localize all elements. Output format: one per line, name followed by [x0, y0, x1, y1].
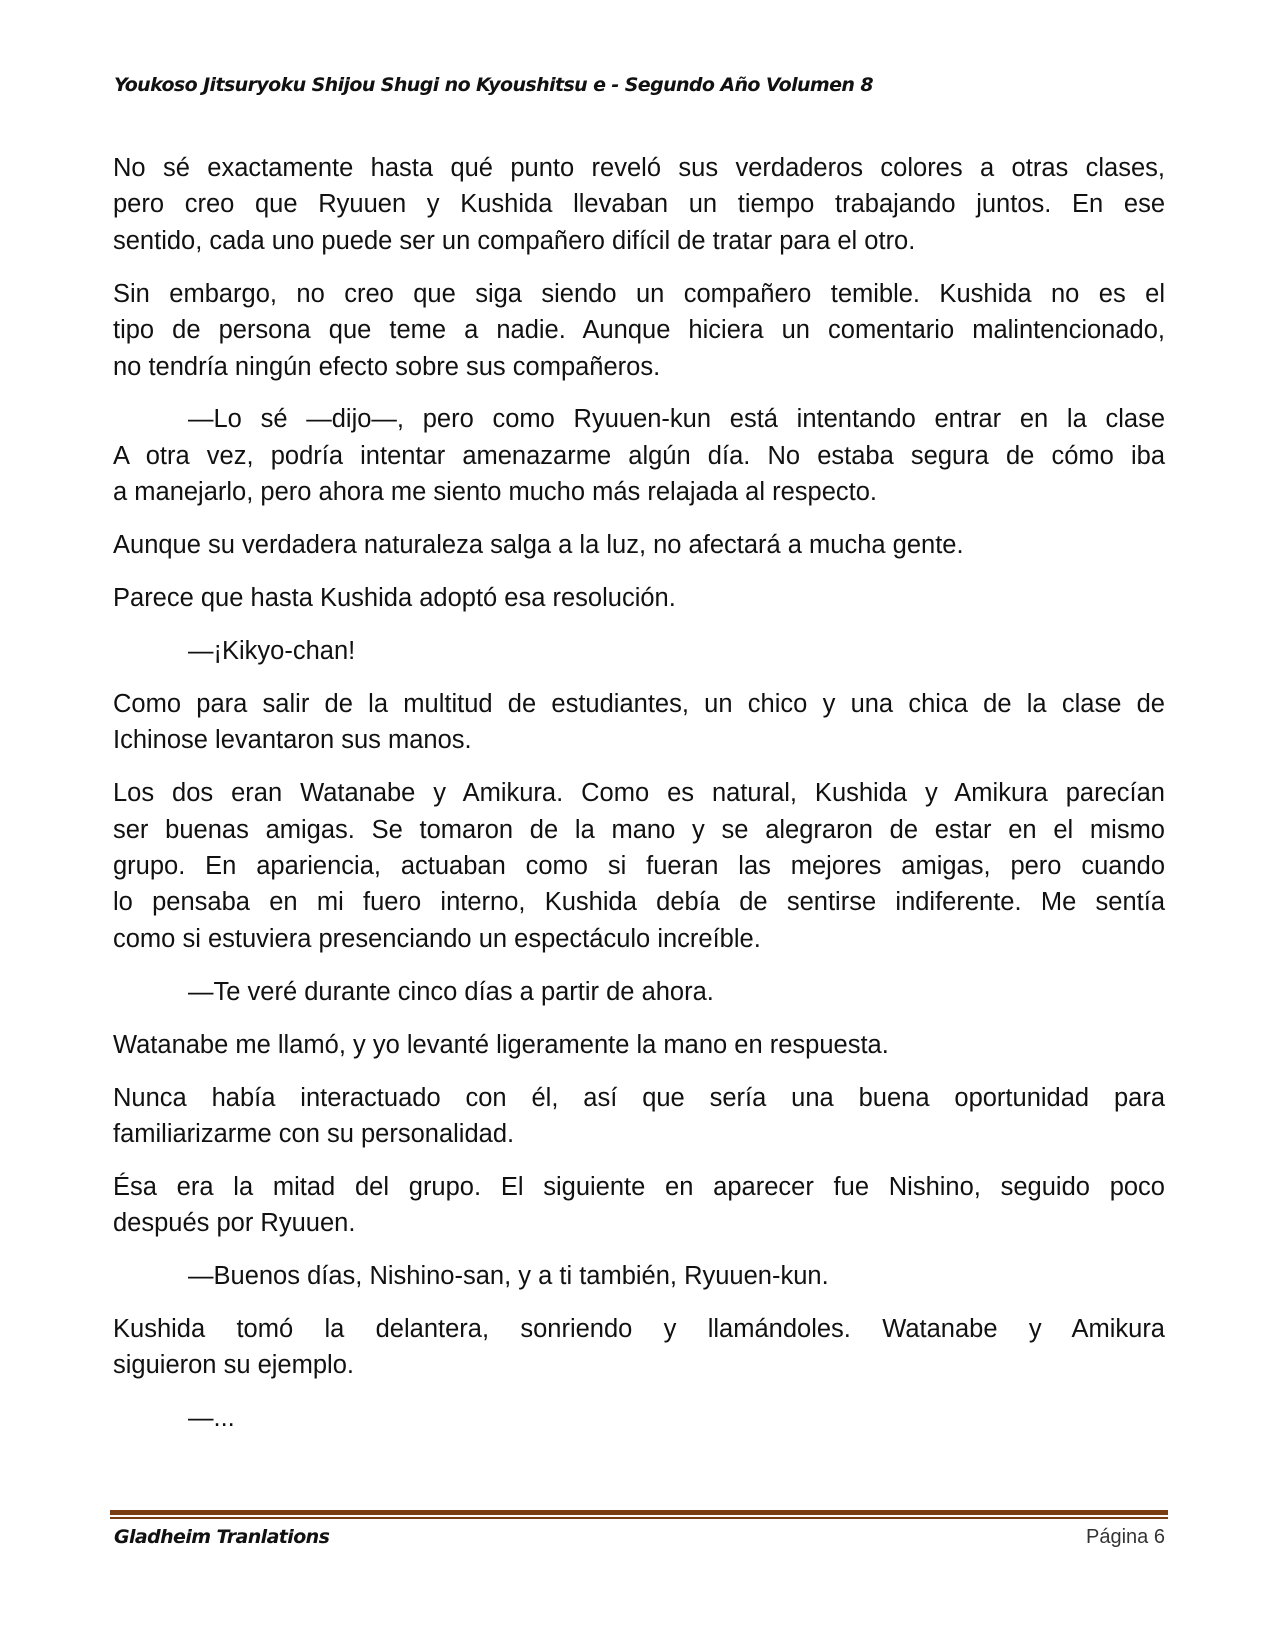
paragraph — [113, 580, 1165, 616]
paragraph — [113, 775, 1165, 957]
paragraph — [113, 1080, 1165, 1153]
footer-credit: Gladheim Tranlations — [114, 1526, 330, 1548]
text-line: Parece que hasta Kushida adoptó esa resolución. — [113, 584, 676, 613]
text-line: Los dos eran Watanabe y Amikura. Como es natural, Kushida y Amikura parecían — [113, 779, 1165, 808]
dialogue-paragraph — [113, 401, 1165, 510]
dialogue-paragraph — [113, 974, 1165, 1010]
paragraph — [113, 1027, 1165, 1063]
text-line: —Buenos días, Nishino-san, y a ti también, Ryuuen-kun. — [188, 1262, 829, 1291]
text-line: Ichinose levantaron sus manos. — [113, 726, 472, 755]
paragraph — [113, 276, 1165, 385]
text-line: Nunca había interactuado con él, así que sería una buena oportunidad para — [113, 1083, 1165, 1112]
paragraph — [113, 1311, 1165, 1384]
page-number: Página 6 — [1086, 1526, 1165, 1548]
running-header: Youkoso Jitsuryoku Shijou Shugi no Kyoushitsu e - Segundo Año Volumen 8 — [114, 74, 873, 96]
text-line: como si estuviera presenciando un espectáculo increíble. — [113, 924, 761, 953]
text-line: Kushida tomó la delantera, sonriendo y llamándoles. Watanabe y Amikura — [113, 1315, 1165, 1344]
text-line: —... — [188, 1404, 235, 1433]
paragraph — [113, 1169, 1165, 1242]
dialogue-paragraph — [113, 633, 1165, 669]
paragraph — [113, 150, 1165, 259]
dialogue-paragraph — [113, 1258, 1165, 1294]
text-line: después por Ryuuen. — [113, 1209, 356, 1238]
footer-rule-thin — [110, 1517, 1168, 1519]
text-line: —Te veré durante cinco días a partir de ahora. — [188, 977, 714, 1006]
text-line: siguieron su ejemplo. — [113, 1351, 354, 1380]
dialogue-paragraph — [113, 1400, 1165, 1436]
text-line: tipo de persona que teme a nadie. Aunque hiciera un comentario malintencionado, — [113, 316, 1165, 345]
text-line: No sé exactamente hasta qué punto reveló sus verdaderos colores a otras clases, — [113, 154, 1165, 182]
text-line: ser buenas amigas. Se tomaron de la mano y se alegraron de estar en el mismo — [113, 815, 1165, 844]
paragraph — [113, 527, 1165, 563]
text-line: Watanabe me llamó, y yo levanté ligeramente la mano en respuesta. — [113, 1030, 889, 1059]
text-line: —¡Kikyo-chan! — [188, 636, 356, 665]
text-line: A otra vez, podría intentar amenazarme algún día. No estaba segura de cómo iba — [113, 441, 1165, 470]
text-line: Ésa era la mitad del grupo. El siguiente en aparecer fue Nishino, seguido poco — [113, 1172, 1165, 1201]
text-line: grupo. En apariencia, actuaban como si fueran las mejores amigas, pero cuando — [113, 852, 1165, 880]
footer-rule — [110, 1510, 1168, 1515]
text-line: lo pensaba en mi fuero interno, Kushida debía de sentirse indiferente. Me sentía — [113, 888, 1165, 917]
text-line: —Lo sé —dijo—, pero como Ryuuen-kun está intentando entrar en la clase — [188, 405, 1165, 434]
text-line: no tendría ningún efecto sobre sus compañeros. — [113, 352, 661, 381]
text-line: familiarizarme con su personalidad. — [113, 1119, 515, 1148]
text-line: a manejarlo, pero ahora me siento mucho más relajada al respecto. — [113, 478, 877, 507]
paragraph — [113, 686, 1165, 759]
text-line: Como para salir de la multitud de estudiantes, un chico y una chica de la clase de — [113, 689, 1165, 718]
text-line: Aunque su verdadera naturaleza salga a la luz, no afectará a mucha gente. — [113, 531, 964, 560]
document-body — [113, 150, 1165, 1453]
text-line: pero creo que Ryuuen y Kushida llevaban un tiempo trabajando juntos. En ese — [113, 190, 1165, 219]
text-line: sentido, cada uno puede ser un compañero difícil de tratar para el otro. — [113, 226, 916, 255]
text-line: Sin embargo, no creo que siga siendo un compañero temible. Kushida no es el — [113, 279, 1165, 308]
